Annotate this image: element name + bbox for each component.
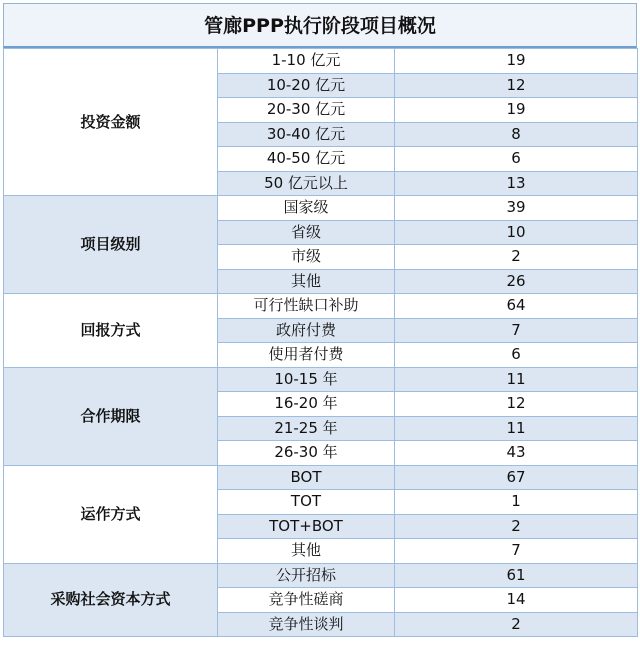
item-count-cell: 12 [395, 73, 638, 98]
item-count-cell: 26 [395, 269, 638, 294]
item-label-cell: 竞争性磋商 [218, 588, 395, 613]
item-label-cell: 政府付费 [218, 318, 395, 343]
item-label-cell: 20-30 亿元 [218, 98, 395, 123]
item-count-cell: 2 [395, 612, 638, 637]
item-count-cell: 19 [395, 98, 638, 123]
item-count-cell: 11 [395, 416, 638, 441]
item-label-cell: TOT [218, 490, 395, 515]
category-cell: 运作方式 [4, 465, 218, 563]
item-label-cell: 21-25 年 [218, 416, 395, 441]
item-count-cell: 67 [395, 465, 638, 490]
item-count-cell: 11 [395, 367, 638, 392]
item-label-cell: 50 亿元以上 [218, 171, 395, 196]
item-label-cell: 16-20 年 [218, 392, 395, 417]
category-cell: 项目级别 [4, 196, 218, 294]
table-row [4, 465, 638, 490]
item-label-cell: 使用者付费 [218, 343, 395, 368]
item-count-cell: 7 [395, 539, 638, 564]
category-cell: 投资金额 [4, 49, 218, 196]
table-body [4, 49, 638, 637]
item-label-cell: 26-30 年 [218, 441, 395, 466]
item-count-cell: 19 [395, 49, 638, 74]
item-count-cell: 7 [395, 318, 638, 343]
item-count-cell: 8 [395, 122, 638, 147]
category-cell: 合作期限 [4, 367, 218, 465]
item-count-cell: 14 [395, 588, 638, 613]
item-count-cell: 10 [395, 220, 638, 245]
item-count-cell: 39 [395, 196, 638, 221]
item-count-cell: 43 [395, 441, 638, 466]
item-label-cell: 竞争性谈判 [218, 612, 395, 637]
item-count-cell: 6 [395, 147, 638, 172]
category-cell: 回报方式 [4, 294, 218, 368]
item-count-cell: 6 [395, 343, 638, 368]
item-label-cell: 其他 [218, 269, 395, 294]
item-count-cell: 12 [395, 392, 638, 417]
item-label-cell: 可行性缺口补助 [218, 294, 395, 319]
table-row [4, 563, 638, 588]
item-label-cell: 市级 [218, 245, 395, 270]
item-count-cell: 2 [395, 245, 638, 270]
item-label-cell: 国家级 [218, 196, 395, 221]
table-row [4, 196, 638, 221]
item-count-cell: 13 [395, 171, 638, 196]
item-count-cell: 2 [395, 514, 638, 539]
item-label-cell: 10-15 年 [218, 367, 395, 392]
item-label-cell: 40-50 亿元 [218, 147, 395, 172]
item-count-cell: 64 [395, 294, 638, 319]
summary-table-container [3, 3, 637, 637]
summary-table [3, 48, 638, 637]
table-title: 管廊PPP执行阶段项目概况 [3, 3, 637, 48]
item-label-cell: 1-10 亿元 [218, 49, 395, 74]
item-label-cell: TOT+BOT [218, 514, 395, 539]
table-row [4, 367, 638, 392]
item-label-cell: 省级 [218, 220, 395, 245]
item-label-cell: 10-20 亿元 [218, 73, 395, 98]
category-cell: 采购社会资本方式 [4, 563, 218, 637]
item-label-cell: 30-40 亿元 [218, 122, 395, 147]
item-label-cell: 公开招标 [218, 563, 395, 588]
item-label-cell: 其他 [218, 539, 395, 564]
table-row [4, 49, 638, 74]
item-count-cell: 61 [395, 563, 638, 588]
table-row [4, 294, 638, 319]
item-label-cell: BOT [218, 465, 395, 490]
item-count-cell: 1 [395, 490, 638, 515]
